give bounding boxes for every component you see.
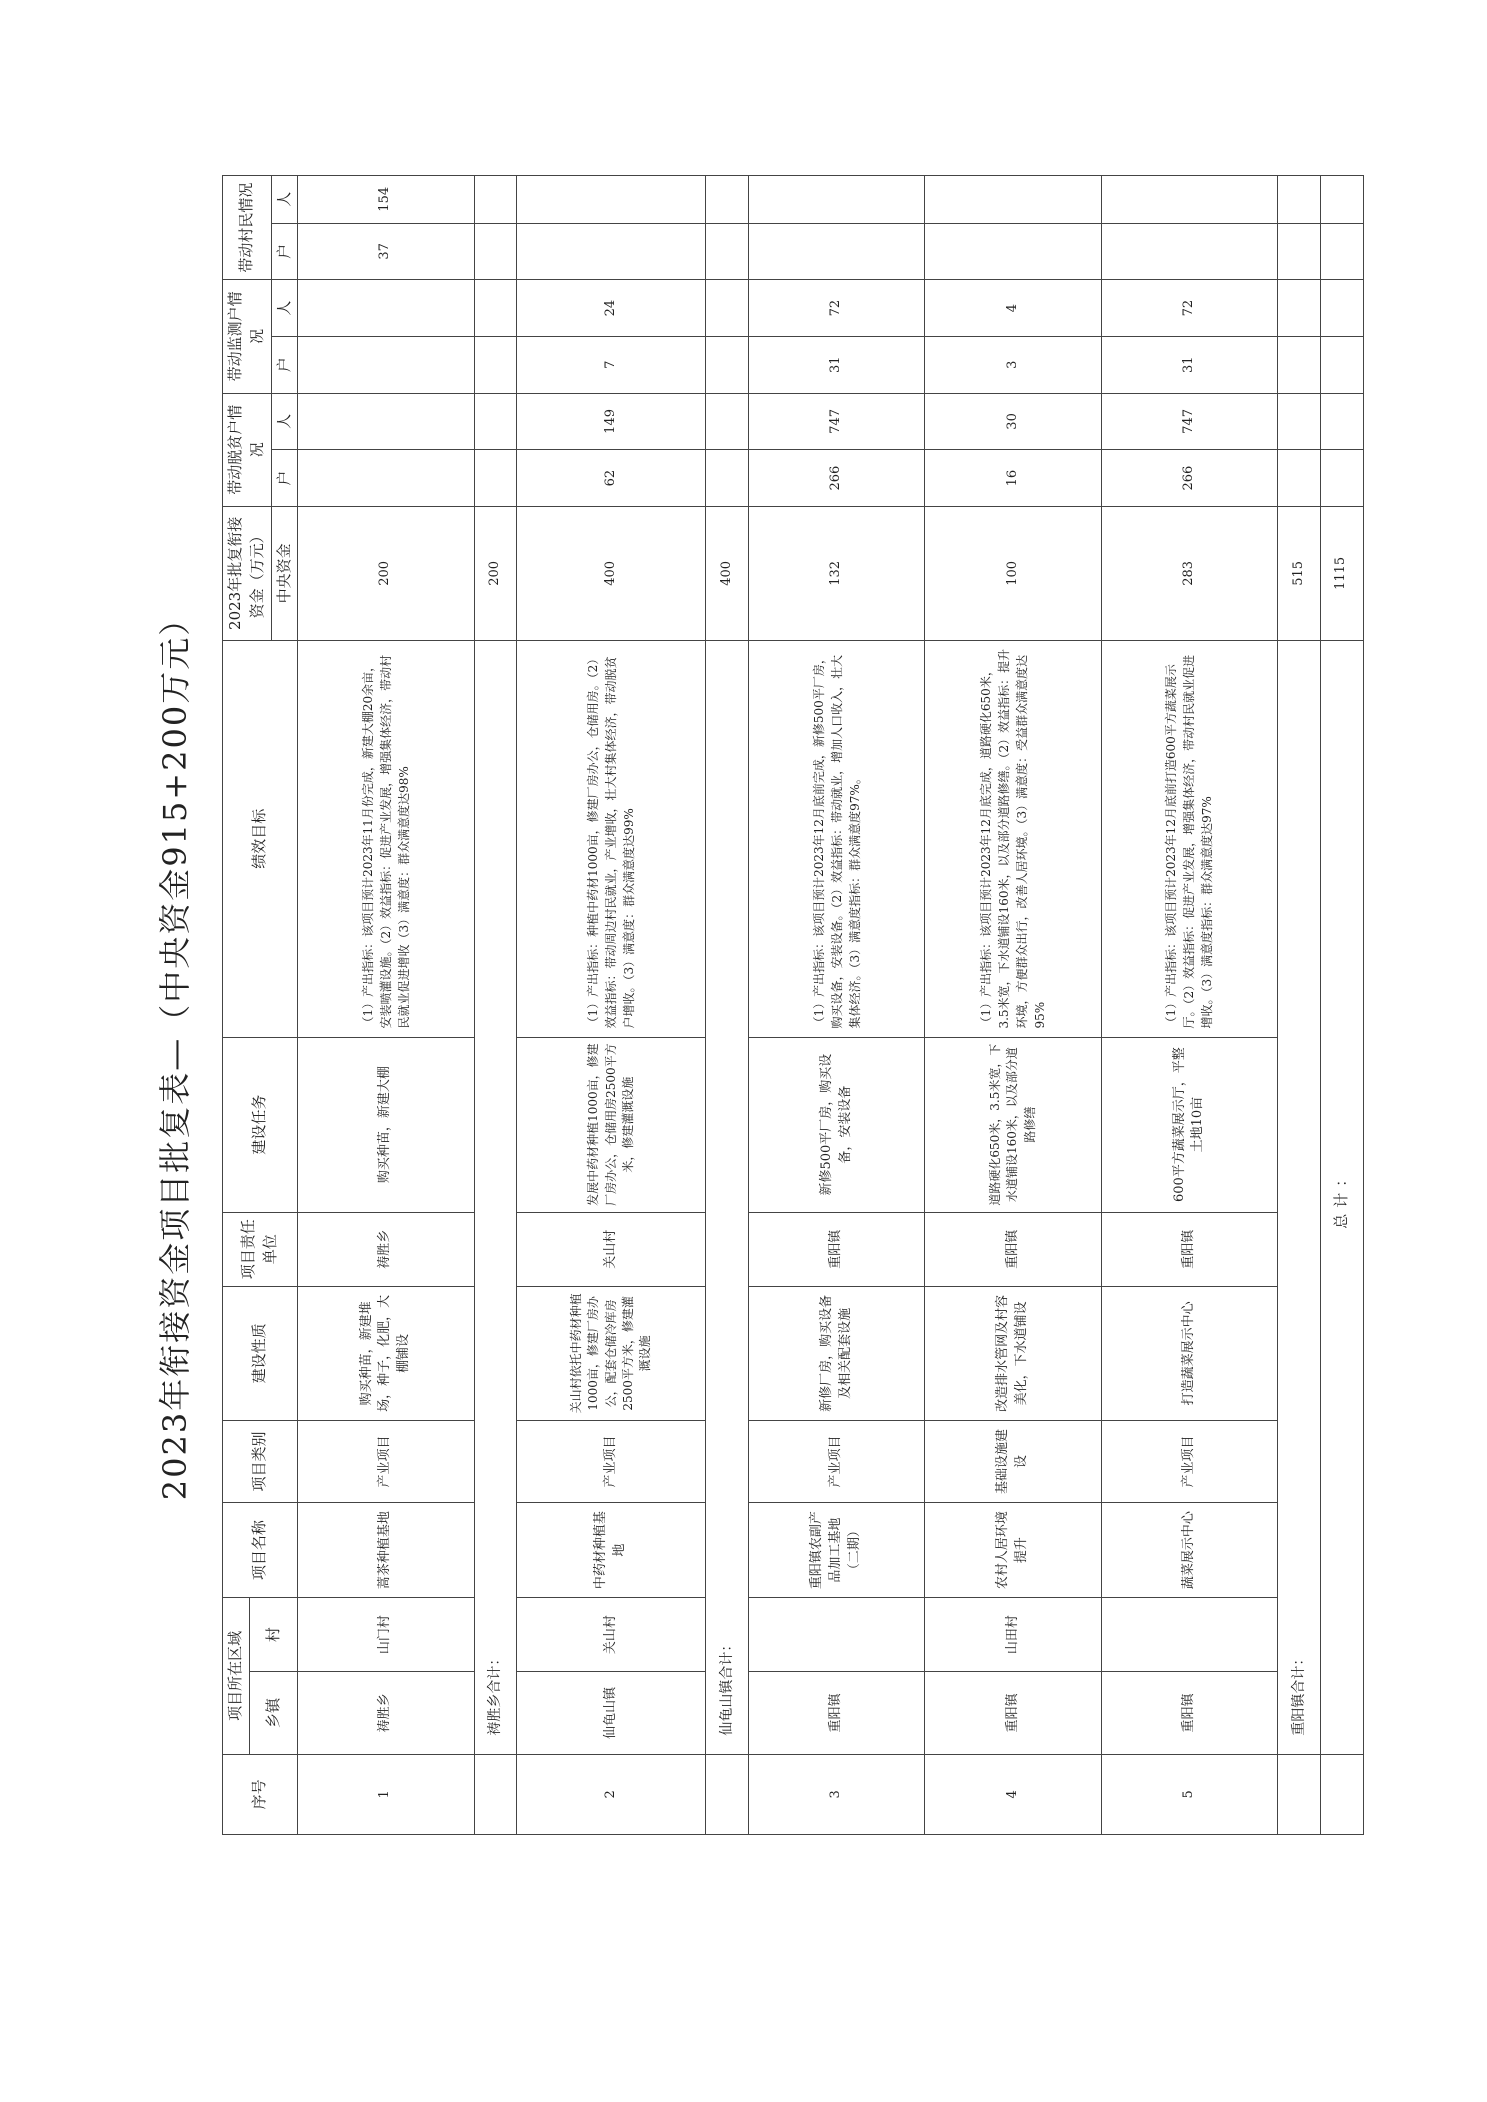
cell-town: 重阳镇 bbox=[749, 1672, 925, 1754]
header-monitor-ren: 人 bbox=[271, 280, 298, 337]
cell-monitor-hu: 3 bbox=[925, 336, 1101, 393]
header-fund: 2023年批复衔接资金（万元） bbox=[223, 506, 272, 640]
cell-total-label: 总计： bbox=[1320, 640, 1363, 1754]
cell-monitor-hu bbox=[298, 336, 474, 393]
cell-villagers-ren bbox=[925, 176, 1101, 224]
cell-villagers-ren: 154 bbox=[298, 176, 474, 224]
header-fund-central: 中央资金 bbox=[271, 506, 298, 640]
cell-poor-hu: 266 bbox=[749, 450, 925, 507]
cell-seq: 2 bbox=[517, 1754, 706, 1834]
cell-name: 中药材种植基地 bbox=[517, 1503, 706, 1598]
cell-nature: 购买种苗，新建堆场，种子，化肥，大棚铺设 bbox=[298, 1286, 474, 1420]
cell-seq: 1 bbox=[298, 1754, 474, 1834]
cell-village: 山门村 bbox=[298, 1598, 474, 1672]
cell-unit: 重阳镇 bbox=[1101, 1212, 1277, 1286]
cell-task: 发展中药材种植1000亩，修建厂房办公，仓储用房2500平方米，修建灌溉设施 bbox=[517, 1037, 706, 1212]
cell-unit: 重阳镇 bbox=[749, 1212, 925, 1286]
cell-goal: （1）产出指标：该项目预计2023年12月底前打造600平方蔬菜展示厅。（2）效益指标：促进产业发展，增强集体经济，带动村民就业促进增收。（3）满意度指标：群众满意度达97% bbox=[1101, 640, 1277, 1037]
cell-subtotal-label: 祷胜乡合计： bbox=[474, 640, 517, 1754]
cell-villagers-hu bbox=[517, 223, 706, 280]
cell-seq: 3 bbox=[749, 1754, 925, 1834]
cell-name: 农村人居环境提升 bbox=[925, 1503, 1101, 1598]
cell-name: 重阳镇农副产品加工基地（二期） bbox=[749, 1503, 925, 1598]
header-villagers-hu: 户 bbox=[271, 223, 298, 280]
cell-fund: 283 bbox=[1101, 506, 1277, 640]
cell-task: 新修500平厂房，购买设备，安装设备 bbox=[749, 1037, 925, 1212]
header-nature: 建设性质 bbox=[223, 1286, 298, 1420]
header-poor-ren: 人 bbox=[271, 393, 298, 450]
cell-subtotal-blank bbox=[474, 1754, 517, 1834]
cell-village bbox=[749, 1598, 925, 1672]
cell-monitor-hu: 31 bbox=[1101, 336, 1277, 393]
cell-nature: 新修厂房，购买设备及相关配套设施 bbox=[749, 1286, 925, 1420]
cell-town: 仙龟山镇 bbox=[517, 1672, 706, 1754]
header-town: 乡镇 bbox=[249, 1672, 298, 1754]
table-row bbox=[298, 176, 474, 1835]
cell-town: 祷胜乡 bbox=[298, 1672, 474, 1754]
header-seq: 序号 bbox=[223, 1754, 298, 1834]
table-row bbox=[1101, 176, 1277, 1835]
document-title: 2023年衔接资金项目批复表—（中央资金915+200万元） bbox=[156, 601, 194, 1501]
cell-monitor-hu: 31 bbox=[749, 336, 925, 393]
project-approval-table bbox=[222, 175, 1364, 1835]
total-row bbox=[1320, 176, 1363, 1835]
cell-category: 产业项目 bbox=[517, 1420, 706, 1502]
cell-total-fund: 1115 bbox=[1320, 506, 1363, 640]
header-villagers: 带动村民情况 bbox=[223, 176, 272, 280]
cell-fund: 400 bbox=[517, 506, 706, 640]
cell-villagers-ren bbox=[517, 176, 706, 224]
table-row bbox=[749, 176, 925, 1835]
cell-poor-ren: 149 bbox=[517, 393, 706, 450]
header-villagers-ren: 人 bbox=[271, 176, 298, 224]
cell-villagers-hu bbox=[925, 223, 1101, 280]
cell-poor-hu bbox=[298, 450, 474, 507]
cell-monitor-ren: 72 bbox=[749, 280, 925, 337]
cell-category: 产业项目 bbox=[1101, 1420, 1277, 1502]
cell-poor-ren: 747 bbox=[1101, 393, 1277, 450]
cell-poor-ren: 747 bbox=[749, 393, 925, 450]
cell-nature: 关山村依托中药材种植1000亩，修建厂房办公，配套仓储冷库房2500平方米，修建灌溉设施 bbox=[517, 1286, 706, 1420]
cell-nature: 改造排水管网及村容美化，下水道铺设 bbox=[925, 1286, 1101, 1420]
cell-subtotal-label: 重阳镇合计： bbox=[1278, 640, 1321, 1754]
cell-seq: 4 bbox=[925, 1754, 1101, 1834]
cell-category: 基础设施建设 bbox=[925, 1420, 1101, 1502]
cell-village: 山田村 bbox=[925, 1598, 1101, 1672]
cell-category: 产业项目 bbox=[298, 1420, 474, 1502]
cell-seq: 5 bbox=[1101, 1754, 1277, 1834]
cell-villagers-hu: 37 bbox=[298, 223, 474, 280]
header-row-1 bbox=[223, 176, 250, 1835]
header-monitor: 带动监测户情况 bbox=[223, 280, 272, 393]
cell-town: 重阳镇 bbox=[925, 1672, 1101, 1754]
cell-goal: （1）产出指标：该项目预计2023年11月份完成，新建大棚20余亩，安装喷灌设施。（2）效益指标：促进产业发展，增强集体经济，带动村民就业促进增收（3）满意度：群众满意度达98% bbox=[298, 640, 474, 1037]
table-row bbox=[925, 176, 1101, 1835]
cell-monitor-ren bbox=[298, 280, 474, 337]
header-name: 项目名称 bbox=[223, 1503, 298, 1598]
cell-category: 产业项目 bbox=[749, 1420, 925, 1502]
cell-task: 道路硬化650米，3.5米宽，下水道铺设160米，以及部分道路修缮 bbox=[925, 1037, 1101, 1212]
cell-poor-hu: 266 bbox=[1101, 450, 1277, 507]
cell-task: 600平方蔬菜展示厅，平整土地10亩 bbox=[1101, 1037, 1277, 1212]
cell-town: 重阳镇 bbox=[1101, 1672, 1277, 1754]
subtotal-row bbox=[1278, 176, 1321, 1835]
header-region: 项目所在区域 bbox=[223, 1598, 250, 1755]
header-goal: 绩效目标 bbox=[223, 640, 298, 1037]
header-poor-hu: 户 bbox=[271, 450, 298, 507]
cell-unit: 祷胜乡 bbox=[298, 1212, 474, 1286]
cell-villagers-ren bbox=[1101, 176, 1277, 224]
cell-village bbox=[1101, 1598, 1277, 1672]
cell-poor-hu: 62 bbox=[517, 450, 706, 507]
cell-unit: 关山村 bbox=[517, 1212, 706, 1286]
cell-monitor-ren: 72 bbox=[1101, 280, 1277, 337]
header-unit: 项目责任单位 bbox=[223, 1212, 298, 1286]
cell-fund: 200 bbox=[298, 506, 474, 640]
cell-monitor-hu: 7 bbox=[517, 336, 706, 393]
cell-poor-ren bbox=[298, 393, 474, 450]
cell-subtotal-fund: 515 bbox=[1278, 506, 1321, 640]
header-task: 建设任务 bbox=[223, 1037, 298, 1212]
header-category: 项目类别 bbox=[223, 1420, 298, 1502]
cell-fund: 100 bbox=[925, 506, 1101, 640]
cell-poor-ren: 30 bbox=[925, 393, 1101, 450]
subtotal-row bbox=[706, 176, 749, 1835]
header-monitor-hu: 户 bbox=[271, 336, 298, 393]
cell-villagers-ren bbox=[749, 176, 925, 224]
cell-subtotal-fund: 200 bbox=[474, 506, 517, 640]
cell-goal: （1）产出指标：该项目预计2023年12月底完成，道路硬化650米，3.5米宽，下水道铺设160米，以及部分道路修缮。（2）效益指标：提升环境，方便群众出行，改善人居环境。（3）满意度：受益群众满意度达95% bbox=[925, 640, 1101, 1037]
cell-subtotal-label: 仙龟山镇合计： bbox=[706, 640, 749, 1754]
cell-subtotal-fund: 400 bbox=[706, 506, 749, 640]
cell-village: 关山村 bbox=[517, 1598, 706, 1672]
cell-monitor-ren: 4 bbox=[925, 280, 1101, 337]
cell-goal: （1）产出指标：该项目预计2023年12月底前完成，新修500平厂房，购买设备，安装设备。（2）效益指标：带动就业，增加人口收入，壮大集体经济。（3）满意度指标：群众满意度97%。 bbox=[749, 640, 925, 1037]
cell-villagers-hu bbox=[749, 223, 925, 280]
header-poor: 带动脱贫户情况 bbox=[223, 393, 272, 506]
cell-name: 蒿茶种植基地 bbox=[298, 1503, 474, 1598]
cell-fund: 132 bbox=[749, 506, 925, 640]
cell-name: 蔬菜展示中心 bbox=[1101, 1503, 1277, 1598]
cell-goal: （1）产出指标：种植中药材1000亩，修建厂房办公，仓储用房。（2）效益指标：带动周边村民就业，产业增收，壮大村集体经济，带动脱贫户增收。（3）满意度：群众满意度达99% bbox=[517, 640, 706, 1037]
cell-unit: 重阳镇 bbox=[925, 1212, 1101, 1286]
header-village: 村 bbox=[249, 1598, 298, 1672]
table-row bbox=[517, 176, 706, 1835]
cell-monitor-ren: 24 bbox=[517, 280, 706, 337]
cell-nature: 打造蔬菜展示中心 bbox=[1101, 1286, 1277, 1420]
cell-poor-hu: 16 bbox=[925, 450, 1101, 507]
subtotal-row bbox=[474, 176, 517, 1835]
cell-villagers-hu bbox=[1101, 223, 1277, 280]
cell-task: 购买种苗，新建大棚 bbox=[298, 1037, 474, 1212]
